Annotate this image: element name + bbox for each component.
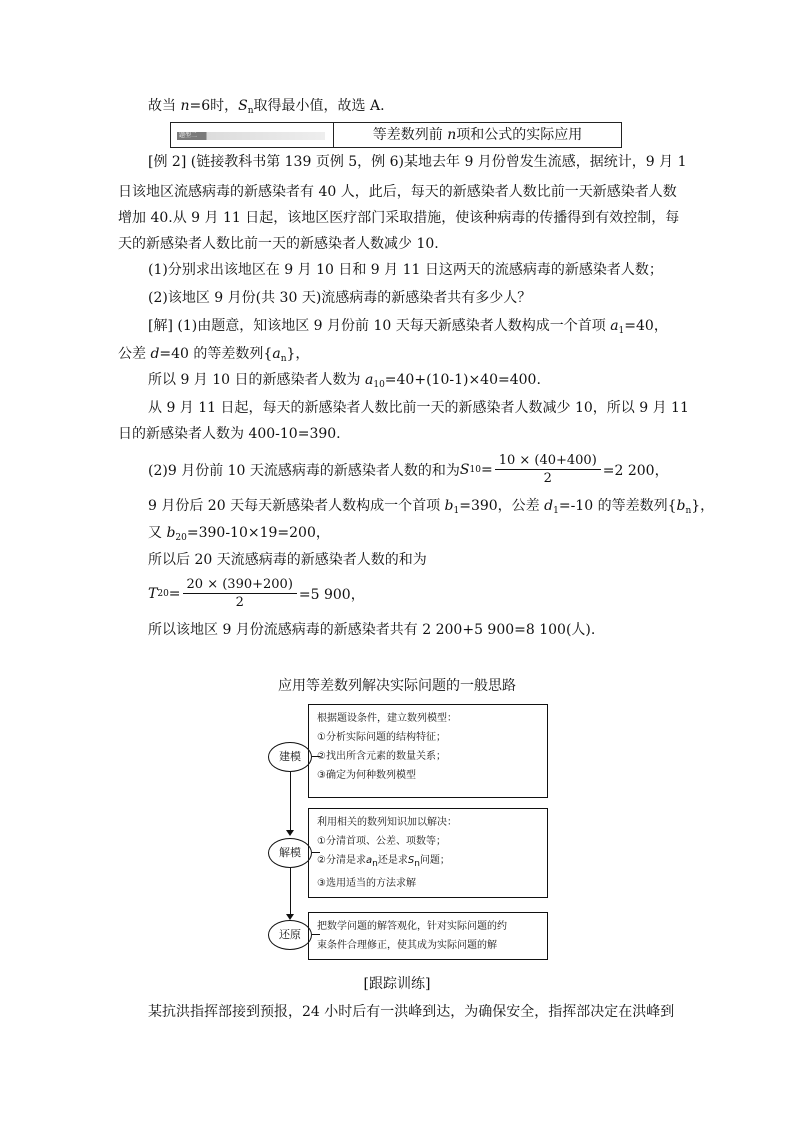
modeling-box: 根据题设条件，建立数列模型： ①分析实际问题的结构特征； ②找出所含元素的数量关系； ③确定为何种数列模型 <box>308 704 548 798</box>
section-header <box>170 122 622 148</box>
solution-line-3: 所以 9 月 10 日的新感染者人数为 $a_{10}=40+(10-1)\times 40=400$. <box>148 372 541 390</box>
solution-line-4: 从 9 月 11 日起，每天的新感染者人数比前一天的新感染者人数减少 10，所以 9 月 11 <box>148 400 689 416</box>
question-1: (1)分别求出该地区在 9 月 10 日和 9 月 11 日这两天的流感病毒的新感染者人数； <box>148 262 663 278</box>
section-title: 等差数列前 n项和公式的实际应用 <box>372 127 583 143</box>
diagram-title: 应用等差数列解决实际问题的一般思路 <box>278 678 516 694</box>
example-line-1: [例 2] (链接教科书第 139 页例 5，例 6)某地去年 9 月份曾发生流感，据统计，9 月 1 <box>148 154 687 170</box>
example-line-3: 增加 40.从 9 月 11 日起，该地区医疗部门采取措施，使该种病毒的传播得到有效控制，每 <box>118 210 680 226</box>
example-line-4: 天的新感染者人数比前一天的新感染者人数减少 10. <box>118 236 439 252</box>
arrow-down-icon <box>286 830 294 836</box>
node-modeling: 建模 <box>268 742 312 772</box>
solution-line-7: 9 月份后 20 天每天新感染者人数构成一个首项 $b_1=390$，公差 $d_1=-10$ 的等差数列$\{b_n\}$， <box>148 498 715 516</box>
restoring-box: 把数学问题的解答观化，针对实际问题的约 束条件合理修正，使其成为实际问题的解 <box>308 912 548 960</box>
connector-line-1 <box>290 772 291 834</box>
solution-line-2: 公差 d=40 的等差数列$\{a_n\}$， <box>118 346 310 364</box>
s10-fraction: $\frac{10 \times (40+400)}{2}$ <box>495 452 601 487</box>
solution-line-9: 所以后 20 天流感病毒的新感染者人数的和为 <box>148 552 427 568</box>
question-2: (2)该地区 9 月份(共 30 天)流感病毒的新感染者共有多少人？ <box>148 290 532 306</box>
sum-t20-formula: T 20 = $\frac{20 \times (390+200)}{2}$ =5 900， <box>148 577 365 610</box>
solution-line-11: 所以该地区 9 月份流感病毒的新感染者共有 2 200+5 900=8 100(人). <box>148 622 596 638</box>
sum-s10-formula: (2)9 月份前 10 天流感病毒的新感染者人数的和为 S 10 = $\frac{10 \times (40+400)}{2}$ =2 200， <box>148 453 669 486</box>
connector-line-2 <box>290 868 291 918</box>
node-restoring: 还原 <box>268 920 312 950</box>
conclusion-line: 故当 n=6时，$S_n$取得最小值，故选 A. <box>148 98 385 116</box>
solution-line-1: [解] (1)由题意，知该地区 9 月份前 10 天每天新感染者人数构成一个首项 $a_1=40$， <box>148 318 668 336</box>
tracking-training-caption: [跟踪训练] <box>363 976 431 992</box>
example-line-2: 日该地区流感病毒的新感染者有 40 人，此后，每天的新感染者人数比前一天新感染者人数 <box>118 184 677 200</box>
node-solving: 解模 <box>268 838 312 868</box>
exercise-line: 某抗洪指挥部接到预报，24 小时后有一洪峰到达，为确保安全，指挥部决定在洪峰到 <box>148 1004 675 1020</box>
solving-box: 利用相关的数列知识加以解决： ①分清首项、公差、项数等； ②分清是求$a_n$还是求$S_n$问题； ③选用适当的方法求解 <box>308 808 548 898</box>
t20-fraction: $\frac{20 \times (390+200)}{2}$ <box>183 576 297 611</box>
solution-line-8: 又 $b_{20}=390-10\times 19=200$， <box>148 525 330 543</box>
section-tag-badge <box>171 123 334 147</box>
solution-line-5: 日的新感染者人数为 400-10=390. <box>118 426 341 442</box>
section-tag-label: 题型二 <box>179 132 198 139</box>
